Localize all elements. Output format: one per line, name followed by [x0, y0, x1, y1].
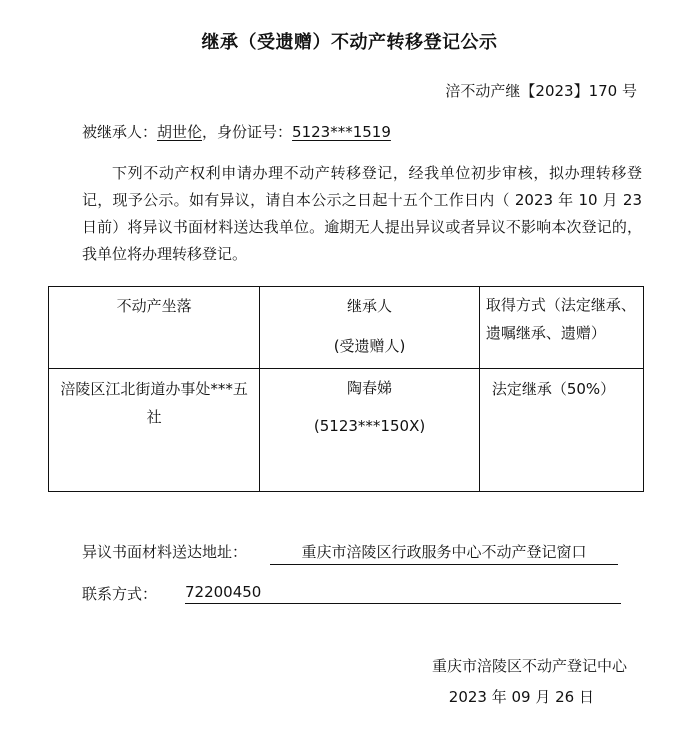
decedent-id-label: ，身份证号： — [202, 123, 293, 141]
contact-label: 联系方式： — [82, 585, 158, 603]
header-location — [49, 287, 260, 369]
document-number: 涪不动产继【2023】170 号 — [445, 82, 637, 100]
row-heir-name: 陶春娣 — [347, 379, 393, 397]
decedent-line — [82, 121, 391, 142]
objection-address-value: 重庆市涪陵区行政服务中心不动产登记窗口 — [270, 541, 618, 565]
table-header-row — [49, 287, 644, 369]
decedent-name-label: 被继承人： — [82, 123, 158, 141]
page-title: 继承（受遗赠）不动产转移登记公示 — [201, 32, 498, 53]
header-heir-sub-label: (受遗赠人) — [333, 337, 406, 355]
row-acquisition: 法定继承（50%） — [479, 369, 643, 492]
decedent-name: 胡世伦 — [157, 123, 203, 141]
issue-date: 2023 年 09 月 26 日 — [448, 688, 594, 706]
row-location: 涪陵区江北街道办事处***五社 — [49, 369, 260, 492]
header-heir — [260, 287, 480, 369]
table-row — [49, 369, 644, 492]
header-location-label: 不动产坐落 — [116, 297, 192, 315]
objection-address-label: 异议书面材料送达地址： — [82, 543, 248, 561]
row-heir — [260, 369, 480, 492]
notice-paragraph: 下列不动产权利申请办理不动产转移登记，经我单位初步审核，拟办理转移登记，现予公示。如有异议，请自本公示之日起十五个工作日内（ 2023 年 10 月 23 日前）将异议书面材料送达我单位。逾期无人提出异议或者异议不影响本次登记的，我单位将办理转移登记。 — [82, 164, 642, 263]
contact-value: 72200450 — [185, 583, 621, 604]
header-acquisition: 取得方式（法定继承、遗嘱继承、遗赠） — [479, 287, 643, 369]
decedent-id-number: 5123***1519 — [292, 123, 391, 141]
header-heir-label: 继承人 — [347, 297, 393, 315]
issuing-organization: 重庆市涪陵区不动产登记中心 — [431, 657, 627, 675]
row-heir-id: (5123***150X) — [313, 417, 426, 435]
property-table — [48, 286, 644, 492]
